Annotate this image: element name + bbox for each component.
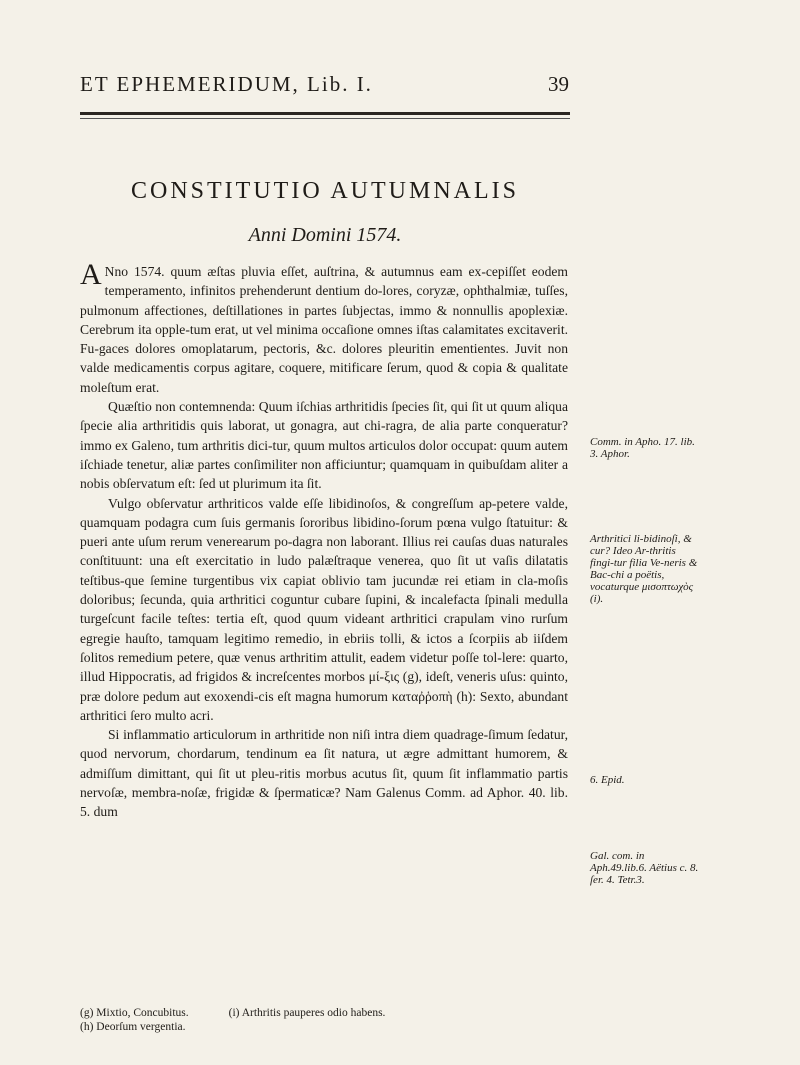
footnote-row — [80, 1006, 570, 1020]
section-title: CONSTITUTIO AUTUMNALIS — [131, 178, 519, 204]
footnotes — [80, 1006, 570, 1034]
margin-note-1: Comm. in Apho. 17. lib. 3. Aphor. — [590, 436, 695, 460]
footnote-i: (i) Arthritis pauperes odio habens. — [228, 1007, 386, 1019]
paragraph-1-text: Nno 1574. quum æſtas pluvia eſſet, auſtrina, & autumnus eam ex-cepiſſet eodem temperamento, infinitos prehenderunt dentium do-lores, coryzæ, ophthalmiæ, tuſſes, pulmonum affectiones, deſtillationes in partes ſubjectas, immo & nonnullis apoplexiæ. Cerebrum ita opple-tum erat, ut vel minima occaſione omnes iſtas calamitates excitaverit. Fu-gaces dolores omoplatarum, pectoris, &c. dolores pleuritin ementientes. Juvit non valde medicamentis corpus agitare, coquere, mitificare ſerum, quod & copia & qualitate moleſtum erat. — [80, 264, 568, 395]
margin-note-3: 6. Epid. — [590, 774, 625, 786]
paragraph-4: Si inflammatio articulorum in arthritide non niſi intra diem quadrage-ſimum ſedatur, quod nervorum, chordarum, tendinum ea ſit natura, ut ægre admittant humorem, & admiſſum dimittant, qui ſit ut pleu-ritis morbus acutus ſit, quum ſit inflammatio partis nervoſæ, membra-noſæ, frigidæ & ſpermaticæ? Nam Galenus Comm. ad Aphor. 40. lib. 5. dum — [80, 727, 568, 820]
paragraph-3: Vulgo obſervatur arthriticos valde eſſe libidinoſos, & congreſſum ap-petere valde, quamquam podagra cum ſuis germanis ſororibus libidino-ſorum pœna vulgo ſtatuitur: & pueri ante uſum rerum venerearum po-dagra non laborant. Illius rei cauſas duas naturales conſtituunt: una eſt exercitatio in ludo palæſtraque venerea, quo ſit ut vaſis dilatatis teſtibus-que ſemine turgentibus vix capiat oblivio tam jucundæ rei etiam in cla-moſis doloribus; ſecunda, quia arthritici coguntur cubare ſupini, & incalefacta ſpinali medulla turgeſcunt facile teſtes: tertia eſt, quod quum videant arthritici crapulam vino rurſum egregie hauſto, tamquam legitimo remedio, in ebriis tolli, & ictos a ſcorpiis ab iiſdem ſolitos remedium petere, quæ venus arthritim attulit, eadem videtur poſſe tol-lere: quarto, illud Hippocratis, ad frigidos & increſcentes morbos μί-ξις (g), ideſt, veneris uſus: quinto, præ dolore pedum aut exoxendi-cis eſt magna humorum καταῤῥοπὴ (h): Sexto, abundant arthritici ſero multo acri. — [80, 495, 568, 723]
section-subtitle: Anni Domini 1574. — [248, 224, 402, 246]
paragraph-1 — [80, 258, 568, 397]
margin-note-2: Arthritici li-bidinoſi, & cur? Ideo Ar-thritis fingi-tur filia Ve-neris & Bac-chi a poëtis, vocaturque μισοπτωχὸς (i). — [590, 533, 698, 605]
drop-cap: A — [80, 258, 102, 291]
running-head: ET EPHEMERIDUM, Lib. I. — [80, 72, 373, 96]
header-rule-thin — [80, 118, 570, 119]
paragraph-2: Quæſtio non contemnenda: Quum iſchias arthritidis ſpecies ſit, qui ſit ut quum aliqua ſpecie alia arthritidis quis laborat, ut gonagra, aut chi-ragra, de alia parte conqueratur? immo ex Galeno, tum arthritis dici-tur, quum multos articulos dolor occupat: quum autem iſchiade tenetur, aliæ partes conſimiliter non afficiuntur; quamquam in quibuſdam aliter a nobis obſervatum eſt: ſed ut plurimum ita ſit. — [80, 399, 568, 492]
header-rule-thick — [80, 112, 570, 115]
page-number: 39 — [548, 72, 569, 96]
margin-note-4: Gal. com. in Aph.49.lib.6. Aëtius c. 8. ſer. 4. Tetr.3. — [590, 850, 699, 886]
body-text — [80, 258, 568, 822]
footnote-g: (g) Mixtio, Concubitus. — [80, 1007, 189, 1019]
footnote-h: (h) Deorſum vergentia. — [80, 1021, 186, 1033]
